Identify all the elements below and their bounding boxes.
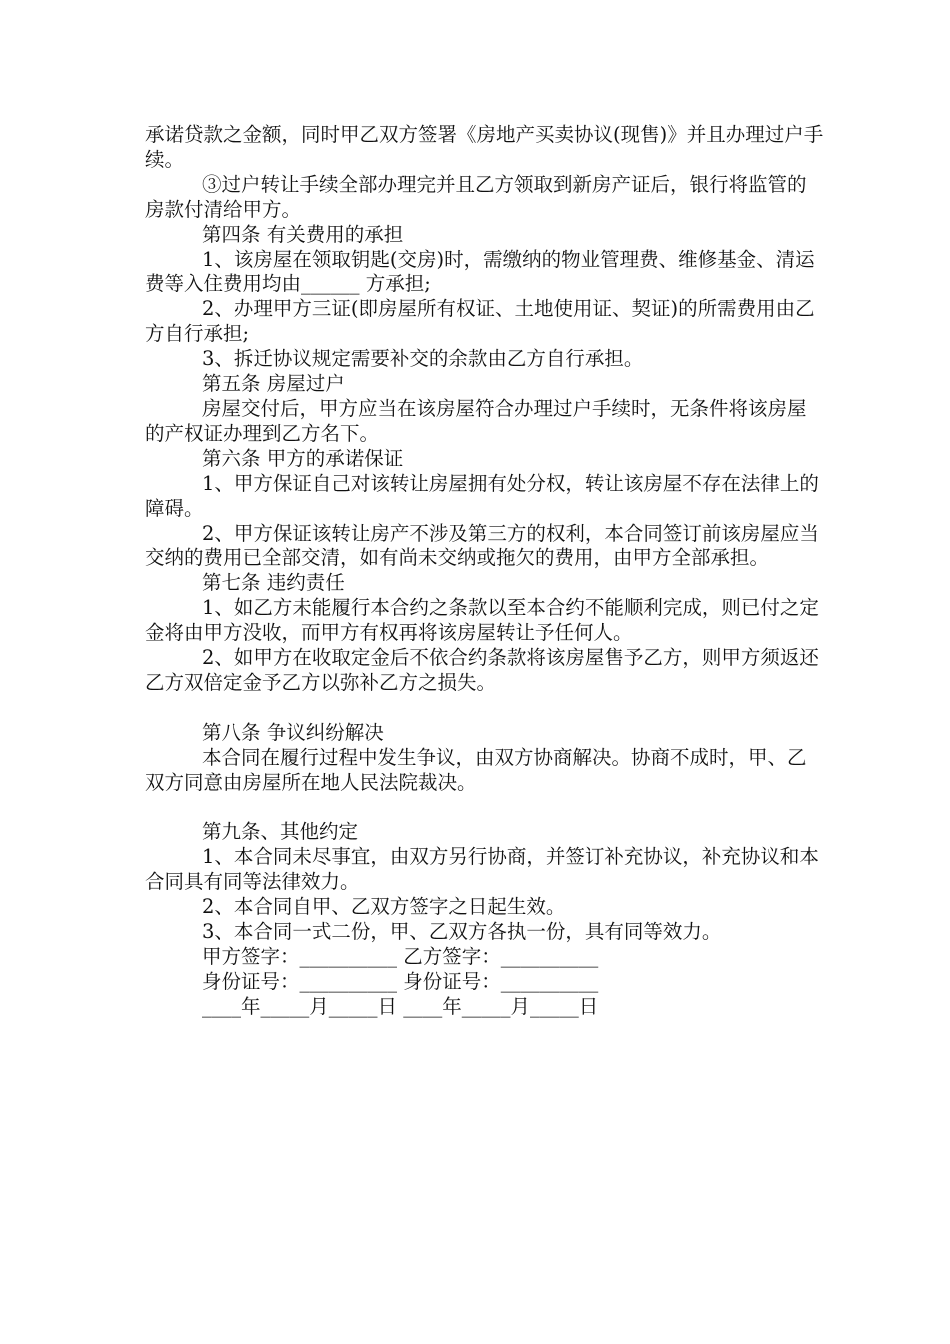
section-heading: 第六条 甲方的承诺保证	[202, 446, 404, 470]
paragraph: 承诺贷款之金额，同时甲乙双方签署《房地产买卖协议(现售)》并且办理过户手续。	[145, 123, 824, 171]
id-number-line: 身份证号：__________ 身份证号：__________	[202, 969, 599, 993]
paragraph: 1、甲方保证自己对该转让房屋拥有处分权，转让该房屋不存在法律上的障碍。	[145, 471, 819, 520]
section-heading: 第九条、其他约定	[202, 820, 359, 844]
paragraph: 3、拆迁协议规定需要补交的余款由乙方自行承担。	[202, 347, 644, 371]
paragraph: 3、本合同一式二份，甲、乙双方各执一份，具有同等效力。	[202, 919, 722, 943]
signature-line: 甲方签字：__________ 乙方签字：__________	[202, 944, 599, 968]
paragraph: 2、办理甲方三证(即房屋所有权证、土地使用证、契证)的所需费用由乙方自行承担;	[145, 297, 815, 346]
blank-line	[145, 696, 825, 721]
section-heading: 第八条 争议纠纷解决	[202, 720, 384, 744]
blank-line	[145, 795, 825, 820]
paragraph: 2、如甲方在收取定金后不依合约条款将该房屋售予乙方，则甲方须返还乙方双倍定金予乙方以弥补乙方之损失。	[145, 646, 819, 694]
paragraph: 1、该房屋在领取钥匙(交房)时，需缴纳的物业管理费、维修基金、清运费等入住费用均由______ 方承担;	[145, 247, 815, 296]
section-heading: 第四条 有关费用的承担	[202, 222, 404, 246]
paragraph: 1、本合同未尽事宜，由双方另行协商，并签订补充协议，补充协议和本合同具有同等法律效力。	[145, 845, 819, 894]
section-heading: 第七条 违约责任	[202, 571, 345, 595]
paragraph: 1、如乙方未能履行本合约之条款以至本合约不能顺利完成，则已付之定金将由甲方没收，而甲方有权再将该房屋转让予任何人。	[145, 596, 819, 645]
document-page	[145, 123, 825, 1020]
date-line: ____年_____月_____日 ____年_____月_____日	[202, 994, 599, 1018]
section-heading: 第五条 房屋过户	[202, 372, 345, 396]
paragraph: 2、甲方保证该转让房产不涉及第三方的权利，本合同签订前该房屋应当交纳的费用已全部交清，如有尚未交纳或拖欠的费用，由甲方全部承担。	[145, 521, 819, 570]
paragraph: 本合同在履行过程中发生争议，由双方协商解决。协商不成时，甲、乙双方同意由房屋所在地人民法院裁决。	[145, 745, 807, 794]
paragraph: 2、本合同自甲、乙双方签字之日起生效。	[202, 895, 566, 919]
paragraph: 房屋交付后，甲方应当在该房屋符合办理过户手续时，无条件将该房屋的产权证办理到乙方名下。	[145, 396, 807, 445]
paragraph: ③过户转让手续全部办理完并且乙方领取到新房产证后，银行将监管的房款付清给甲方。	[145, 172, 807, 221]
